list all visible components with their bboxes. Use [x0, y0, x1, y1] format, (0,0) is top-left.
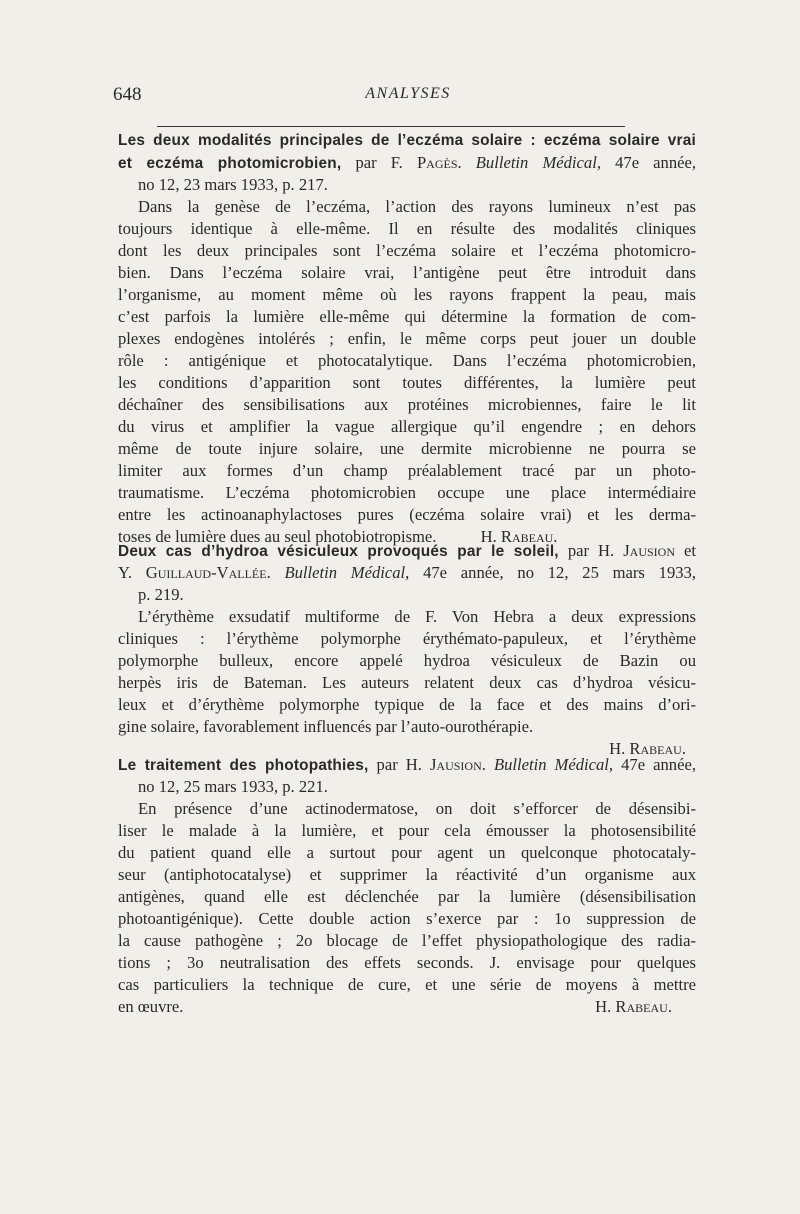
body-line: tions ; 3o neutralisation des effets seconds. J. envisage pour quelques [118, 953, 696, 972]
article-eczema-solaire [118, 130, 696, 548]
body-line: limiter aux formes d’un champ préalablement tracé par un photo- [118, 461, 696, 480]
body-line: bien. Dans l’eczéma solaire vrai, l’antigène peut être introduit dans [118, 263, 696, 282]
journal: Bulletin Médical, [493, 755, 614, 774]
citation-line: Le traitement des photopathies, par H. Jausion. Bulletin Médical, 47e année, [118, 755, 696, 774]
page-number: 648 [113, 84, 142, 105]
body-line: toujours identique à elle-même. Il en résulte des modalités cliniques [118, 219, 696, 238]
body-line: en œuvre. H. Rabeau. [118, 997, 672, 1016]
author: Pagès. [416, 153, 462, 172]
running-head: ANALYSES [365, 85, 451, 102]
body-line: dont les deux principales sont l’eczéma solaire et l’eczéma photomicro- [118, 241, 696, 260]
citation-line: no 12, 25 mars 1933, p. 221. [138, 777, 328, 796]
body-line: plexes endogènes intolérés ; enfin, le même corps peut jouer un double [118, 329, 696, 348]
journal: Bulletin Médical, [475, 153, 601, 172]
article-photopathies [118, 754, 696, 1018]
body-line: entre les actinoanaphylactoses pures (eczéma solaire vrai) et les derma- [118, 505, 696, 524]
article-title: Le traitement des photopathies, [118, 757, 369, 774]
citation-line: Deux cas d’hydroa vésiculeux provoqués par le soleil, par H. Jausion et [118, 541, 697, 560]
citation-line: et eczéma photomicrobien, par F. Pagès. Bulletin Médical, 47e année, [118, 153, 697, 172]
body-line: seur (antiphotocatalyse) et supprimer la réactivité d’un organisme aux [118, 865, 696, 884]
body-line: l’organisme, au moment même où les rayons frappent la peau, mais [118, 285, 696, 304]
signature: H. Rabeau. [609, 739, 686, 758]
author: Guillaud-Vallée. [145, 563, 271, 582]
body-line: traumatisme. L’eczéma photomicrobien occupe une place intermédiaire [118, 483, 696, 502]
body-line: même de toute injure solaire, une dermite microbienne ne pourra se [118, 439, 696, 458]
body-line: Dans la genèse de l’eczéma, l’action des rayons lumineux n’est pas [138, 197, 696, 216]
body-line: cliniques : l’érythème polymorphe érythémato-papuleux, et l’érythème [118, 629, 696, 648]
body-line: les conditions d’apparition sont toutes différentes, la lumière peut [118, 373, 696, 392]
citation-line: no 12, 23 mars 1933, p. 217. [138, 175, 328, 194]
body-line: polymorphe bulleux, encore appelé hydroa vésiculeux de Bazin ou [118, 651, 696, 670]
body-line: rôle : antigénique et photocatalytique. Dans l’eczéma photomicrobien, [118, 351, 696, 370]
signature: H. Rabeau. [595, 997, 672, 1016]
article-title: Les deux modalités principales de l’eczéma solaire : eczéma solaire vrai [118, 132, 696, 149]
page-header [113, 84, 703, 108]
body-line: la cause pathogène ; 2o blocage de l’effet physiopathologique des radia- [118, 931, 696, 950]
body-line: photoantigénique). Cette double action s’exerce par : 1o suppression de [118, 909, 696, 928]
body-line: toses de lumière dues au seul photobiotropisme. H. Rabeau. [118, 527, 558, 546]
body-line: antigènes, quand elle est déclenchée par la lumière (désensibilisation [118, 887, 696, 906]
citation-line: Y. Guillaud-Vallée. Bulletin Médical, 47e année, no 12, 25 mars 1933, [118, 563, 696, 582]
author: Jausion. [429, 755, 486, 774]
body-line: gine solaire, favorablement influencés par l’auto-ourothérapie. [118, 717, 534, 736]
citation-line: p. 219. [138, 585, 184, 604]
body-line: du patient quand elle a surtout pour agent un quelconque photocataly- [118, 843, 696, 862]
article-hydroa [118, 540, 696, 760]
body-line: déchaîner des sensibilisations aux protéines microbiennes, faire le lit [118, 395, 696, 414]
body-line: liser le malade à la lumière, et pour cela émousser la photosensibilité [118, 821, 696, 840]
journal: Bulletin Médical, [284, 563, 410, 582]
body-line: herpès iris de Bateman. Les auteurs relatent deux cas d’hydroa vésicu- [118, 673, 696, 692]
article-title: et eczéma photomicrobien, [118, 155, 342, 172]
body-line: du virus et amplifier la vague allergique qu’il engendre ; en dehors [118, 417, 696, 436]
article-title: Deux cas d’hydroa vésiculeux provoqués par le soleil, [118, 543, 559, 560]
signature: H. Rabeau. [480, 527, 558, 546]
body-line: cas particuliers la technique de cure, et une série de moyens à mettre [118, 975, 696, 994]
body-line: En présence d’une actinodermatose, on doit s’efforcer de désensibi- [138, 799, 696, 818]
body-line: leux et d’érythème polymorphe typique de la face et des mains d’ori- [118, 695, 696, 714]
header-rule [157, 126, 625, 127]
body-line: c’est parfois la lumière elle-même qui détermine la formation de com- [118, 307, 696, 326]
body-line: L’érythème exsudatif multiforme de F. Von Hebra a deux expressions [138, 607, 696, 626]
author: Jausion [623, 541, 675, 560]
